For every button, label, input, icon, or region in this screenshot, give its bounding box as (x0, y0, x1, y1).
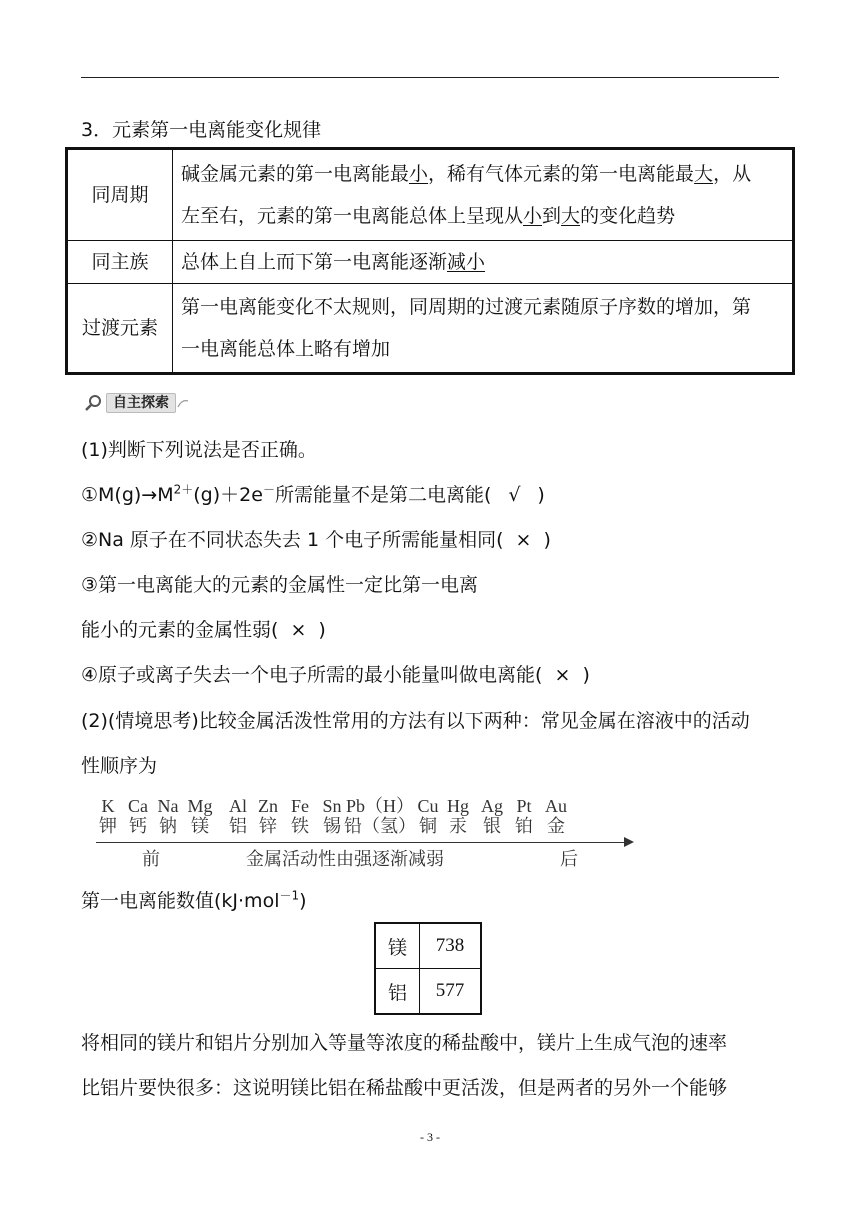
element-chinese-name: 镁 (191, 816, 209, 836)
value-cell: 577 (420, 969, 482, 1015)
answer-mark: × (290, 619, 307, 641)
element-chinese-name: 汞 (449, 816, 467, 836)
element-chinese-name: 铜 (419, 816, 437, 836)
metal-element (541, 796, 571, 836)
metal-element (123, 796, 153, 836)
answer-mark: × (515, 529, 532, 551)
element-chinese-name: 铁 (291, 816, 309, 836)
metal-element (509, 796, 539, 836)
element-chinese-name: 铝 (229, 816, 247, 836)
underlined-term: 减小 (447, 251, 486, 273)
element-symbol: Na (157, 796, 179, 816)
table-row (67, 284, 794, 374)
answer-mark: √ (508, 484, 521, 506)
metal-element (285, 796, 315, 836)
statement-3-line-2: 能小的元素的金属性弱( × ) (81, 619, 326, 641)
element-chinese-name: 锡 (323, 816, 341, 836)
underlined-term: 小 (523, 205, 543, 227)
table-row (375, 923, 481, 969)
element-symbol: Mg (187, 796, 213, 816)
section-title: 3．元素第一电离能变化规律 (81, 119, 322, 141)
row-head: 同周期 (67, 149, 173, 241)
underlined-term: 大 (694, 163, 714, 185)
underlined-term: 大 (561, 205, 581, 227)
metal-element (413, 796, 443, 836)
badge-label: 自主探索 (106, 393, 176, 413)
element-chinese-name: 银 (483, 816, 501, 836)
statement-3-line-1: ③第一电离能大的元素的金属性一定比第一电离 (81, 574, 479, 596)
row-text-line (181, 195, 784, 237)
header-rule (81, 77, 779, 78)
element-symbol: Ag (481, 796, 503, 816)
text-fragment: 第一电离能变化不太规则，同周期的过渡元素随原子序数的增加，第 (181, 296, 752, 318)
table-row (67, 241, 794, 284)
activity-arrow (96, 842, 630, 843)
row-text-line (181, 286, 784, 328)
row-body (173, 284, 794, 374)
arrow-head (624, 837, 634, 847)
element-symbol: Cu (417, 796, 439, 816)
element-chinese-name: 钠 (159, 816, 177, 836)
table-row (67, 149, 794, 241)
row-head: 过渡元素 (67, 284, 173, 374)
paragraph-line-1: 将相同的镁片和铝片分别加入等量等浓度的稀盐酸中，镁片上生成气泡的速率 (81, 1032, 728, 1054)
element-chinese-name: 钙 (129, 816, 147, 836)
ionization-label: 第一电离能数值(kJ·mol$^{-1}$) (81, 888, 307, 912)
row-text-line (181, 153, 784, 195)
text-fragment: ，稀有气体元素的第一电离能最 (428, 163, 695, 185)
question-2-line-2: 性顺序为 (81, 755, 158, 777)
metal-element (153, 796, 183, 836)
series-middle-label: 金属活动性由强逐渐减弱 (246, 849, 444, 869)
magnifier-icon (84, 393, 104, 413)
element-chinese-name: 钾 (99, 816, 117, 836)
element-chinese-name: 锌 (259, 816, 277, 836)
element-chinese-name: 铅（氢） (344, 816, 416, 836)
row-text-line (181, 328, 784, 370)
metal-element (253, 796, 283, 836)
element-cell: 铝 (375, 969, 420, 1015)
metal-element (343, 796, 417, 836)
ionization-rules-table (65, 147, 795, 375)
row-text-line (181, 241, 784, 283)
question-1: (1)判断下列说法是否正确。 (81, 439, 317, 461)
underlined-term: 小 (409, 163, 429, 185)
text-fragment: 总体上自上而下第一电离能逐渐 (181, 251, 448, 273)
element-cell: 镁 (375, 923, 420, 969)
statement-4: ④原子或离子失去一个电子所需的最小能量叫做电离能( × ) (81, 664, 590, 686)
series-back-label: 后 (560, 849, 578, 869)
element-chinese-name: 金 (547, 816, 565, 836)
key-icon (176, 395, 190, 411)
question-2-line-1: (2)(情境思考)比较金属活泼性常用的方法有以下两种：常见金属在溶液中的活动 (81, 710, 750, 732)
metal-element (185, 796, 215, 836)
metal-element (93, 796, 123, 836)
element-symbol: Pb（H） (345, 796, 414, 816)
text-fragment: 的变化趋势 (580, 205, 676, 227)
statement-1: $①M(g)\to M^{2+}(g)+2e^-$所需能量不是第二电离能( √ ) (81, 482, 545, 506)
metal-element (443, 796, 473, 836)
series-front-label: 前 (142, 849, 160, 869)
text-fragment: 碱金属元素的第一电离能最 (181, 163, 410, 185)
text-fragment: 到 (542, 205, 562, 227)
metal-element (223, 796, 253, 836)
element-symbol: K (101, 796, 115, 816)
self-explore-badge (84, 392, 190, 414)
element-symbol: Ca (128, 796, 148, 816)
metal-element (477, 796, 507, 836)
answer-mark: × (554, 664, 571, 686)
row-head: 同主族 (67, 241, 173, 284)
metal-activity-series (96, 796, 636, 874)
element-symbol: Al (229, 796, 247, 816)
paragraph-line-2: 比铝片要快很多：这说明镁比铝在稀盐酸中更活泼，但是两者的另外一个能够 (81, 1077, 728, 1099)
row-body (173, 241, 794, 284)
element-symbol: Zn (258, 796, 278, 816)
element-chinese-name: 铂 (515, 816, 533, 836)
value-cell: 738 (420, 923, 482, 969)
text-fragment: 一电离能总体上略有增加 (181, 338, 391, 360)
statement-2: ②Na 原子在不同状态失去 1 个电子所需能量相同( × ) (81, 529, 551, 551)
page-number: - 3 - (420, 1130, 440, 1144)
element-symbol: Hg (447, 796, 469, 816)
element-symbol: Fe (291, 796, 309, 816)
row-body (173, 149, 794, 241)
table-row (375, 969, 481, 1015)
ionization-values-table (374, 922, 482, 1015)
element-symbol: Pt (516, 796, 532, 816)
element-symbol: Au (545, 796, 567, 816)
text-fragment: 左至右，元素的第一电离能总体上呈现从 (181, 205, 524, 227)
element-symbol: Sn (322, 796, 342, 816)
text-fragment: ，从 (713, 163, 752, 185)
